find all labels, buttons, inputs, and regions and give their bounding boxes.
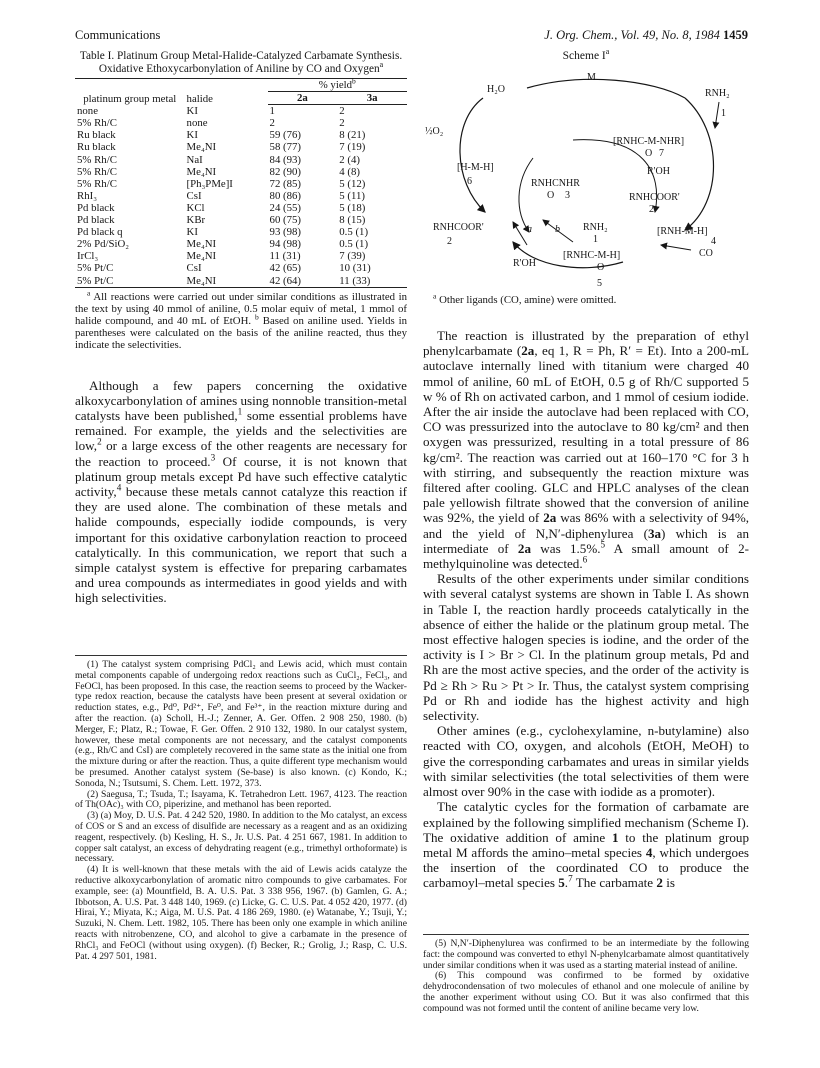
cell-yield-2a: 1 (269, 105, 275, 118)
table-row (75, 190, 407, 202)
cycle-arc-right (685, 98, 714, 230)
left-column (75, 50, 407, 606)
table-row (75, 214, 407, 226)
scheme-half-o2: ½O₂ (425, 126, 444, 137)
scheme-hmh: [H-M-H] (457, 162, 494, 173)
table-footnote-a: $^a$ All reactions were carried out under similar conditions as illustrated in the text by using 40 mmol of aniline, 0.5 molar equiv of metal, 1 mmol of halide compound, and 40 mL of EtOH. $^b$ Based on aniline used. Yields in parentheses were calculated on the basis of the aniline reacted, thus they indicate the selectivities. (75, 288, 408, 352)
cell-yield-2a: 94 (98) (269, 238, 302, 251)
paragraph-other-amines: Other amines (e.g., cyclohexylamine, n-butylamine) also reacted with CO, oxygen, and alcohols (EtOH, MeOH) to give the corresponding carbamates and ureas in similar yields with similar selectivities (the total selectivities of them were almost over 90% in the case with iodide as a promoter). (423, 723, 749, 800)
scheme-species-5-o: O (597, 262, 605, 273)
col-header-2a: 2a (268, 92, 338, 105)
paragraph-results: Results of the other experiments under similar conditions with several catalyst systems are shown in Table I. As shown in Table I, the reaction hardly proceeds catalytically in the absence of either the halide or the platinum group metal. The most effective halogen species is iodine, and the order of the activity is I > Br > Cl. In the platinum group metals, Pd and Rh are the most active species, and the order of the activity is Pd ≥ Rh > Ru > Pt > Ir. Thus, the catalyst system comprising Pd or Rh and iodide has the highest activity and high selectivity. (423, 571, 749, 724)
table-row (75, 105, 407, 118)
scheme-label-3: 3 (565, 190, 570, 201)
table-row (75, 166, 407, 178)
table-1 (75, 78, 407, 288)
intro-paragraph: Although a few papers concerning the oxidative alkoxycarbonylation of amines using nonnoble transition-metal catalysts have been published,$^1$ some essential problems have remained. For example, the yields and the selectivities are low,$^2$ or a large excess of the other reagents are necessary for the reaction to proceed.$^3$ Of course, it is not known that platinum group metals except Pd have such effective catalytic activity,$^4$ because these metals cannot catalyze this reaction if they are used alone. The combination of these metals and halide compounds, especially iodide compounds, is very important for this oxidative carbonylation reaction to proceed catalytically. In this communication, we report that such a simple catalyst system is effective for preparing carbamates and urea compounds as intermediates in good yields and with high selectivities. (75, 377, 407, 606)
cell-metal: 5% Rh/C (77, 153, 117, 166)
scheme-species-5: [RNHC-M-H] (563, 250, 621, 261)
references-right (423, 934, 749, 1015)
cycle-arc-top (527, 79, 685, 98)
cell-metal: 2% Pd/SiO₂ (77, 238, 130, 251)
cell-halide: Me₄NI (186, 238, 217, 251)
reference-2: (2) Saegusa, T.; Tsuda, T.; Isayama, K. Tetrahedron Lett. 1967, 4123. The reaction of Th(OAc)₃ with CO, piperizine, and methanol has been reported. (75, 788, 407, 811)
scheme-species-7-o: O (645, 148, 653, 159)
scheme-urea: RNHCNHR (531, 178, 580, 189)
table-row (75, 178, 407, 190)
table-row (75, 141, 407, 153)
cell-metal: RhI₃ (77, 189, 97, 202)
cell-yield-3a: 4 (8) (339, 165, 360, 178)
scheme-label-b: b (555, 224, 560, 235)
cell-yield-2a: 93 (98) (269, 226, 302, 239)
scheme-urea-o: O (547, 190, 555, 201)
cell-yield-3a: 5 (18) (339, 201, 366, 214)
cell-yield-2a: 72 (85) (269, 177, 302, 190)
cell-metal: Ru black (77, 129, 116, 142)
cell-halide: KI (186, 226, 198, 239)
cell-halide: Me₄NI (185, 275, 268, 288)
cell-yield-2a: 82 (90) (269, 165, 302, 178)
scheme-footnote: $^a$ Other ligands (CO, amine) were omitted. (433, 291, 617, 306)
cell-yield-3a: 2 (339, 117, 345, 130)
cell-yield-2a: 11 (31) (269, 250, 301, 263)
cell-halide: KCl (186, 201, 205, 214)
cell-yield-2a: 84 (93) (269, 153, 302, 166)
scheme-label-4: 4 (711, 236, 716, 247)
cell-yield-3a: 8 (15) (339, 214, 366, 227)
table-header-row-1 (75, 79, 407, 92)
scheme-co: CO (699, 248, 713, 259)
cell-yield-2a: 59 (76) (269, 129, 302, 142)
reference-3: (3) (a) Moy, D. U.S. Pat. 4 242 520, 1980. In addition to the Mo catalyst, an excess of COS or S and an excess of disulfide are necessary as a reagent and as an oxidizing reagent, respectively. (b) Kesling, H. S., Jr. U.S. Pat. 4 251 667, 1981. In addition to copper salt catalyst, an excess of dehydrating reagent (e.g., trimethyl orthoformate) is necessary. (75, 810, 407, 865)
cell-halide: KBr (186, 214, 206, 227)
cell-metal: 5% Rh/C (77, 177, 117, 190)
cell-yield-2a: 42 (64) (268, 275, 338, 288)
scheme-label-2-right: 2 (649, 204, 654, 215)
cell-yield-2a: 24 (55) (269, 201, 302, 214)
cell-halide: NaI (186, 153, 203, 166)
reference-6: (6) This compound was confirmed to be formed by oxidative dehydrocondensation of two molecules of ethanol and one molecule of aniline by the another experiment without using CO. But it was also confirmed that this compound was not formed until the content of aniline became very low. (423, 970, 749, 1014)
cycle-arc-left (460, 98, 485, 212)
cell-halide: none (186, 117, 208, 130)
arrow-rnh2 (715, 102, 719, 128)
cell-halide: KI (186, 104, 198, 117)
cell-metal: IrCl₃ (77, 250, 99, 263)
table-row (75, 262, 407, 274)
cell-yield-3a: 2 (339, 105, 345, 118)
references-left (75, 655, 407, 962)
cell-yield-3a: 2 (4) (339, 153, 360, 166)
scheme-label-5: 5 (597, 278, 602, 289)
cell-yield-3a: 7 (39) (339, 250, 366, 263)
running-header-right (478, 28, 748, 43)
cell-yield-3a: 5 (11) (339, 189, 365, 202)
scheme-label-1-mid: 1 (593, 234, 598, 245)
scheme-rnhmh: [RNH-M-H] (657, 226, 708, 237)
scheme-rnh2-mid: RNH₂ (583, 222, 608, 233)
col-header-yield: % yield$^b$ (268, 79, 407, 92)
table-row (75, 154, 407, 166)
scheme-h2o: H₂O (487, 84, 505, 95)
scheme-1-top: 1 (721, 108, 726, 119)
cell-metal: 5% Rh/C (77, 117, 117, 130)
col-header-metal: platinum group metal (83, 92, 177, 105)
cell-halide: Me₄NI (186, 250, 217, 263)
cell-halide: Me₄NI (186, 165, 217, 178)
running-header-left: Communications (75, 28, 161, 42)
cell-yield-2a: 80 (86) (269, 189, 302, 202)
arrow-co (661, 245, 691, 250)
cell-yield-2a: 2 (269, 117, 275, 130)
cell-metal: none (77, 104, 98, 117)
cell-halide: KI (186, 129, 198, 142)
cell-yield-3a: 11 (33) (337, 275, 407, 288)
scheme-roh-mid: R'OH (647, 166, 670, 177)
scheme-title: Scheme $I^a$ (562, 47, 610, 62)
cell-metal: Ru black (77, 141, 116, 154)
scheme-roh-bottom: R'OH (513, 258, 536, 269)
cell-yield-2a: 42 (65) (269, 262, 302, 275)
scheme-label-2-left: 2 (447, 236, 452, 247)
table-body (75, 105, 407, 287)
scheme-species-7: [RNHC-M-NHR] (613, 136, 685, 147)
cell-halide: CsI (186, 262, 202, 275)
table-row (75, 250, 407, 262)
right-column (423, 47, 749, 891)
cell-metal: Pd black (77, 214, 115, 227)
scheme-rnh2-top: RNH₂ (705, 88, 730, 99)
scheme-m: M (587, 72, 596, 83)
cell-yield-2a: 58 (77) (269, 141, 302, 154)
inner-cycle-arc-2 (519, 158, 533, 232)
table-row (75, 226, 407, 238)
col-header-halide: halide (186, 92, 213, 105)
table-row (75, 129, 407, 141)
cell-metal: 5% Pt/C (77, 262, 114, 275)
cell-yield-3a: 5 (12) (339, 177, 366, 190)
cell-halide: [Ph₃PMe]I (186, 177, 233, 190)
scheme-carbamate-left: RNHCOOR' (433, 222, 484, 233)
col-header-3a: 3a (337, 92, 407, 105)
journal-citation: J. Org. Chem., Vol. 49, No. 8, 1984 (544, 28, 720, 42)
scheme-label-a: a (527, 224, 532, 235)
cell-metal: Pd black (77, 201, 115, 214)
cell-yield-2a: 60 (75) (269, 214, 302, 227)
table-caption: Table I. Platinum Group Metal-Halide-Catalyzed Carbamate Synthesis. Oxidative Ethoxycarbonylation of Aniline by CO and Oxygen$^a$ (79, 50, 403, 75)
scheme-label-7: 7 (659, 148, 664, 159)
scheme-label-6: 6 (467, 176, 472, 187)
cell-yield-3a: 7 (19) (339, 141, 366, 154)
cell-metal: Pd black q (77, 226, 123, 239)
scheme-diagram (423, 62, 749, 290)
table-row (75, 238, 407, 250)
cell-yield-3a: 0.5 (1) (339, 238, 369, 251)
page-number: 1459 (723, 28, 748, 42)
reference-4: (4) It is well-known that these metals with the aid of Lewis acids catalyze the reductive alkoxycarbonylation of aromatic nitro compounds to give carbamates. For example, see: (a) Mountfield, B. A. U.S. Pat. 3 338 956, 1967. (b) Gamlen, G. A.; Ibbotson, A. U.S. Pat. 3 448 140, 1969. (c) Licke, G. C. U.S. Pat. 4 052 420, 1977. (d) Hirai, Y.; Miyata, K.; Aiga, M. U.S. Pat. 4 186 269, 1980. (e) Watanabe, Y.; Tsuji, Y.; Suzuki, N. Chem. Lett. 1982, 105. There has been only one example in which aniline reacts with nitrobenzene, CO, and alcohol to give a carbamate in the presence of RhCl₃ and FeOCl (without using oxygen). (f) Becker, R.; Grolig, J.; Rasp, C. U.S. Pat. 4 297 501, 1981. (75, 864, 407, 962)
cell-halide: Me₄NI (186, 141, 217, 154)
paragraph-mechanism: The catalytic cycles for the formation of carbamate are explained by the following simplified mechanism (Scheme I). The oxidative addition of amine 1 to the platinum group metal M affords the amino–metal species 4, which undergoes the insertion of the coordinated CO to produce the carbamoyl–metal species 5.$^7$ The carbamate 2 is (423, 799, 749, 891)
cell-metal: 5% Pt/C (75, 275, 185, 288)
cell-yield-3a: 8 (21) (339, 129, 366, 142)
paragraph-procedure: The reaction is illustrated by the preparation of ethyl phenylcarbamate (2a, eq 1, R = Ph, R′ = Et). Into a 200-mL autoclave internally lined with titanium were charged 40 mmol of aniline, 60 mL of EtOH, 0.5 g of Rh/C supported 5 w % of Rh on activated carbon, and 1 mmol of cesium iodide. After the air inside the autoclave had been replaced with CO, CO was pressurized into the autoclave to 80 kg/cm² and then oxygen was pressurized, resulting in a total pressure of 86 kg/cm². The reaction was carried out at 160–170 °C for 3 h with stirring, and subsequently the reaction mixture was filtered after cooling. GLC and HPLC analyses of the clean pale yellowish filtrate showed that the conversion of aniline was 92%, the yield of 2a was 86% with a selectivity of 94%, and the yield of N,N′-diphenylurea (3a) which is an intermediate of 2a was 1.5%.$^5$ A small amount of 2-methylquinoline was detected.$^6$ (423, 328, 749, 572)
cell-yield-3a: 0.5 (1) (339, 226, 369, 239)
scheme-svg (423, 62, 749, 290)
table-row (75, 202, 407, 214)
table-row (75, 117, 407, 129)
cell-yield-3a: 10 (31) (339, 262, 371, 275)
scheme-carbamate-right: RNHCOOR' (629, 192, 680, 203)
reference-1: (1) The catalyst system comprising PdCl₂ and Lewis acid, which must contain metal components capable of undergoing redox reactions such as CuCl₂, FeCl₃, and FeOCl, has been proposed. In this case, the reaction seems to proceed by the Wacker-type redox reaction, because the catalysts have been present at several oxidation or reduction states, e.g., Pd⁰, Pd²⁺, Fe⁰, and Fe³⁺, in the reaction mixture during and after the reaction. (a) Scholl, H.-J.; Zenner, A. Ger. Offen. 2 908 250, 1980. (b) Merger, F.; Platz, R.; Towae, F. Ger. Offen. 2 910 132, 1980. In our catalyst system, however, these metal components are not necessary, and the catalyst components (e.g., Rh/C and CsI) are completely recovered in the same state as the initial one from the mixture during or after the reaction. Thus, a quite different type mechanism would be presumed. Another catalyst system (Se-base) is also known. (c) Kondo, K.; Sonoda, N.; Tsutsumi, S. Chem. Lett. 1972, 373. (75, 659, 407, 789)
cell-metal: 5% Rh/C (77, 165, 117, 178)
cell-halide: CsI (186, 189, 202, 202)
reference-5: (5) N,N′-Diphenylurea was confirmed to be an intermediate by the following fact: the compound was converted to ethyl N-phenylcarbamate almost quantitatively under similar conditions when it was used as a starting material instead of aniline. (423, 938, 749, 971)
table-row (75, 275, 407, 288)
